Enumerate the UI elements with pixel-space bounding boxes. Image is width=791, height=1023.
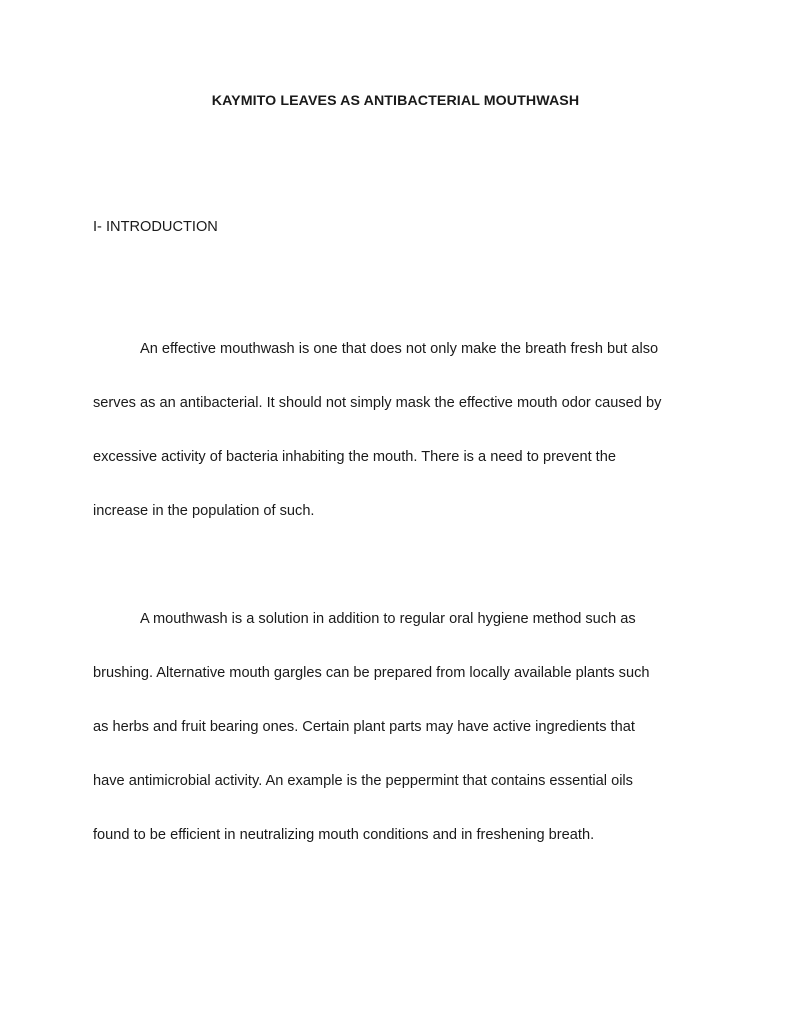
- paragraph-line: excessive activity of bacteria inhabiting the mouth. There is a need to prevent the: [93, 449, 616, 465]
- section-heading: I- INTRODUCTION: [93, 219, 218, 235]
- paragraph-line: have antimicrobial activity. An example is the peppermint that contains essential oils: [93, 773, 633, 789]
- paragraph-line: increase in the population of such.: [93, 503, 315, 519]
- paragraph-line: A mouthwash is a solution in addition to regular oral hygiene method such as: [140, 611, 636, 627]
- paragraph-line: found to be efficient in neutralizing mouth conditions and in freshening breath.: [93, 827, 595, 843]
- paragraph-line: brushing. Alternative mouth gargles can be prepared from locally available plants such: [93, 665, 650, 681]
- paragraph-line: An effective mouthwash is one that does not only make the breath fresh but also: [140, 341, 659, 357]
- paragraph-line: serves as an antibacterial. It should not simply mask the effective mouth odor caused by: [93, 395, 662, 411]
- paragraph-line: as herbs and fruit bearing ones. Certain plant parts may have active ingredients that: [93, 719, 635, 735]
- document-title: KAYMITO LEAVES AS ANTIBACTERIAL MOUTHWASH: [211, 93, 580, 109]
